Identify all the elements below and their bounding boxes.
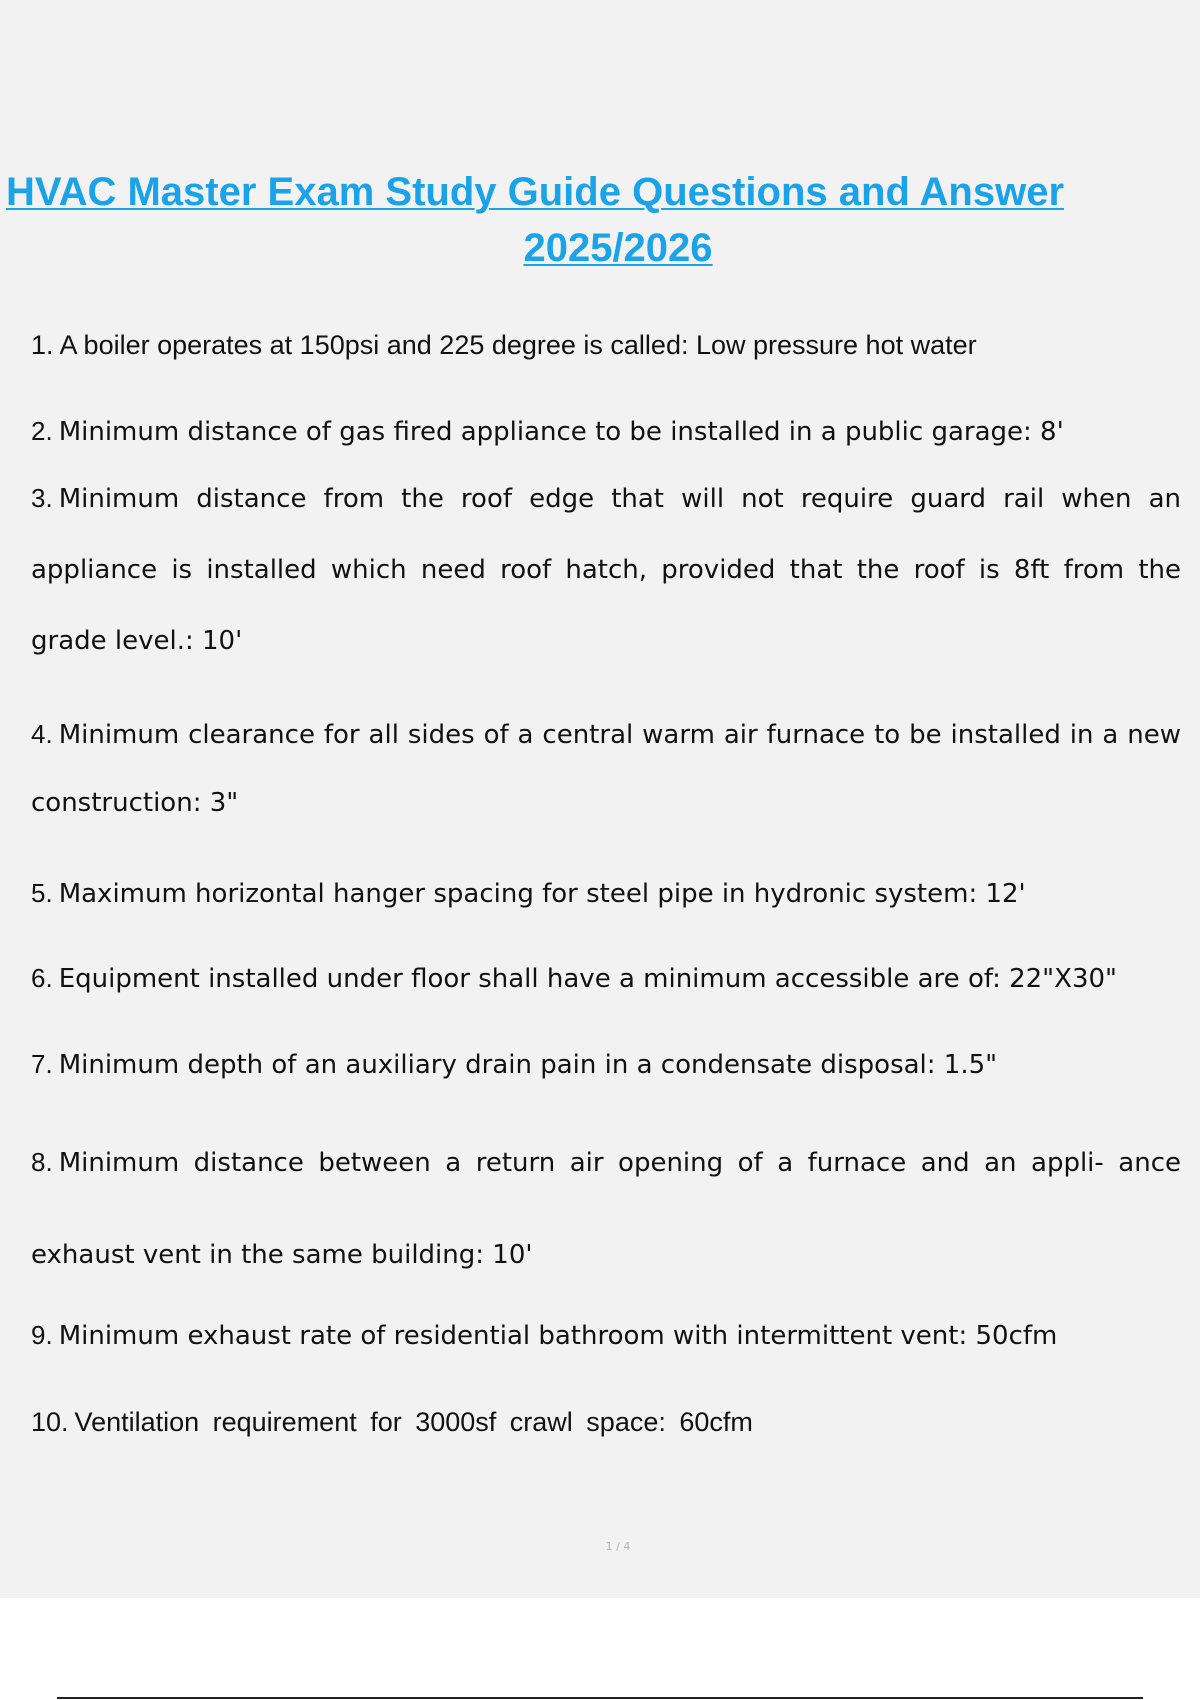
question-text: Minimum distance from the roof edge that will not require guard rail when an appliance is installed which need roof hatch, provided that the roof is 8ft from the grade level.: 10' xyxy=(31,484,1181,656)
question-number: 2. xyxy=(31,416,53,446)
question-5 xyxy=(31,878,1181,909)
question-text: Minimum distance between a return air opening of a furnace and an appli- ance exhaust vent in the same building: 10' xyxy=(31,1148,1181,1270)
question-text: Maximum horizontal hanger spacing for steel pipe in hydronic system: 12' xyxy=(58,879,1026,909)
question-number: 6. xyxy=(31,963,53,993)
question-text: Ventilation requirement for 3000sf crawl space: 60cfm xyxy=(74,1407,753,1437)
question-number: 7. xyxy=(31,1049,53,1079)
title-line-2: 2025/2026 xyxy=(523,226,713,270)
question-text: Equipment installed under floor shall have a minimum accessible are of: 22"X30" xyxy=(58,964,1117,994)
question-number: 10. xyxy=(31,1407,69,1437)
question-number: 4. xyxy=(31,719,53,749)
page-indicator: 1 / 4 xyxy=(605,1540,631,1553)
question-2 xyxy=(31,416,1181,447)
question-text: Minimum depth of an auxiliary drain pain in a condensate disposal: 1.5" xyxy=(58,1050,998,1080)
question-text: Minimum distance of gas fired appliance to be installed in a public garage: 8' xyxy=(58,417,1064,447)
question-number: 5. xyxy=(31,878,53,908)
question-text: Minimum exhaust rate of residential bathroom with intermittent vent: 50cfm xyxy=(58,1321,1058,1351)
question-number: 9. xyxy=(31,1320,53,1350)
question-text: Minimum clearance for all sides of a central warm air furnace to be installed in a new construction: 3" xyxy=(31,720,1181,818)
question-6 xyxy=(31,963,1181,994)
question-7 xyxy=(31,1049,1181,1080)
question-3 xyxy=(31,463,1181,677)
title-line-1: HVAC Master Exam Study Guide Questions and Answer xyxy=(6,170,1065,214)
question-1 xyxy=(31,330,1181,361)
bottom-divider xyxy=(57,1697,1143,1699)
question-text: A boiler operates at 150psi and 225 degree is called: Low pressure hot water xyxy=(59,330,977,360)
question-10 xyxy=(31,1407,1181,1438)
question-number: 3. xyxy=(31,483,53,513)
question-number: 8. xyxy=(31,1147,53,1177)
question-9 xyxy=(31,1320,1181,1351)
question-number: 1. xyxy=(31,330,54,360)
question-8 xyxy=(31,1116,1181,1301)
question-4 xyxy=(31,700,1181,837)
